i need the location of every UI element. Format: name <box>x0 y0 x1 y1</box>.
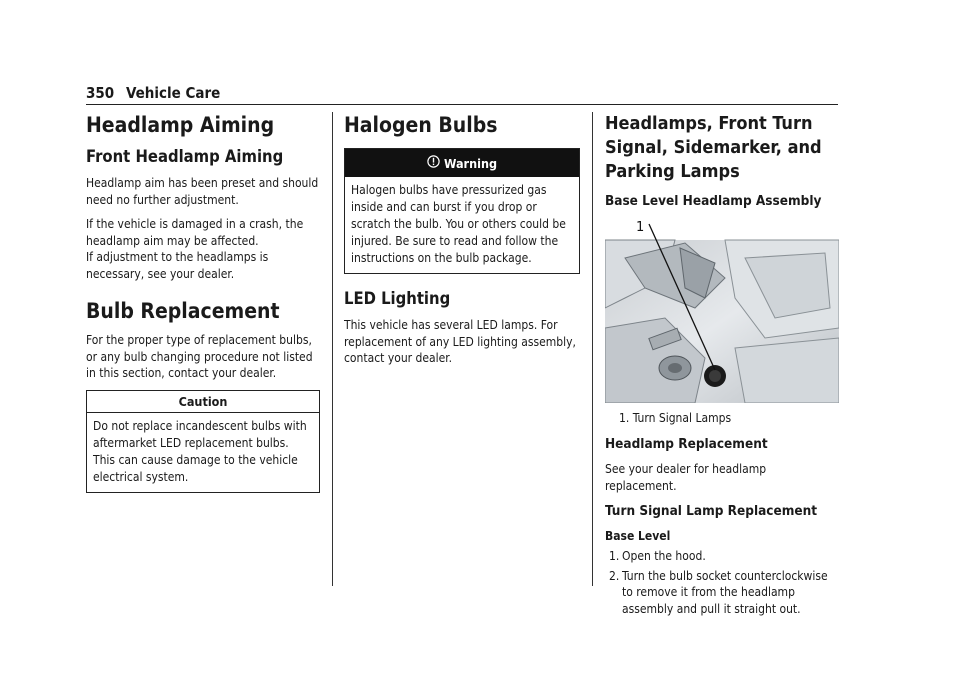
heading-halogen-bulbs: Halogen Bulbs <box>344 113 498 137</box>
caution-text: Do not replace incandescent bulbs with aftermarket LED replacement bulbs. This can cause damage to the vehicle electrical system. <box>93 418 307 484</box>
column-1 <box>86 112 320 507</box>
warning-title: Warning <box>443 156 497 171</box>
figure-callout-1: 1 <box>636 220 645 235</box>
heading-base-level: Base Level <box>605 529 671 543</box>
column-divider <box>592 112 593 586</box>
section-title: Vehicle Care <box>126 84 221 102</box>
headlamp-assembly-illustration <box>605 218 839 403</box>
caption-text: Turn Signal Lamps <box>632 411 732 425</box>
column-3 <box>605 112 839 620</box>
caution-box <box>86 390 320 493</box>
heading-front-headlamp-aiming: Front Headlamp Aiming <box>86 147 284 166</box>
caption-number: 1. <box>619 411 630 425</box>
page-header <box>86 84 838 105</box>
step-number: 2. <box>609 568 620 583</box>
paragraph-led: This vehicle has several LED lamps. For replacement of any LED lighting assembly, contact your dealer. <box>344 318 576 365</box>
heading-base-assembly: Base Level Headlamp Assembly <box>605 193 822 209</box>
warning-box <box>344 148 580 274</box>
text-crash: If the vehicle is damaged in a crash, the headlamp aim may be affected. <box>86 217 304 248</box>
warning-icon <box>427 155 440 171</box>
heading-headlamp-replacement: Headlamp Replacement <box>605 436 768 452</box>
list-item <box>605 548 839 565</box>
steps-list <box>605 548 839 617</box>
text-adjustment: If adjustment to the headlamps is necessary, see your dealer. <box>86 250 269 281</box>
step-number: 1. <box>609 549 620 563</box>
paragraph-headlamp-replacement: See your dealer for headlamp replacement. <box>605 462 767 493</box>
figure-caption <box>619 411 839 425</box>
caution-title: Caution <box>87 391 319 413</box>
paragraph-bulb-types: For the proper type of replacement bulbs, or any bulb changing procedure not listed in this section, contact your dealer. <box>86 333 313 380</box>
step-text: Turn the bulb socket counterclockwise to remove it from the headlamp assembly and pull it straight out. <box>622 568 828 616</box>
paragraph-aim-preset: Headlamp aim has been preset and should need no further adjustment. <box>86 176 319 207</box>
column-divider <box>332 112 333 586</box>
heading-headlamps: Headlamps, Front Turn Signal, Sidemarker, and Parking Lamps <box>605 113 822 182</box>
paragraph-crash <box>86 216 320 282</box>
heading-bulb-replacement: Bulb Replacement <box>86 299 280 323</box>
heading-turn-signal-replacement: Turn Signal Lamp Replacement <box>605 503 818 519</box>
column-2 <box>344 112 580 375</box>
page-number: 350 <box>86 84 115 102</box>
warning-text: Halogen bulbs have pressurized gas inside and can burst if you drop or scratch the bulb. You or others could be injured. Be sure to read and follow the instructions on the bulb package. <box>351 183 566 265</box>
heading-led-lighting: LED Lighting <box>344 289 451 308</box>
step-text: Open the hood. <box>622 549 706 563</box>
warning-header <box>345 149 579 177</box>
list-item <box>605 568 839 618</box>
heading-headlamp-aiming: Headlamp Aiming <box>86 113 275 137</box>
headlamp-assembly-figure <box>605 218 839 403</box>
